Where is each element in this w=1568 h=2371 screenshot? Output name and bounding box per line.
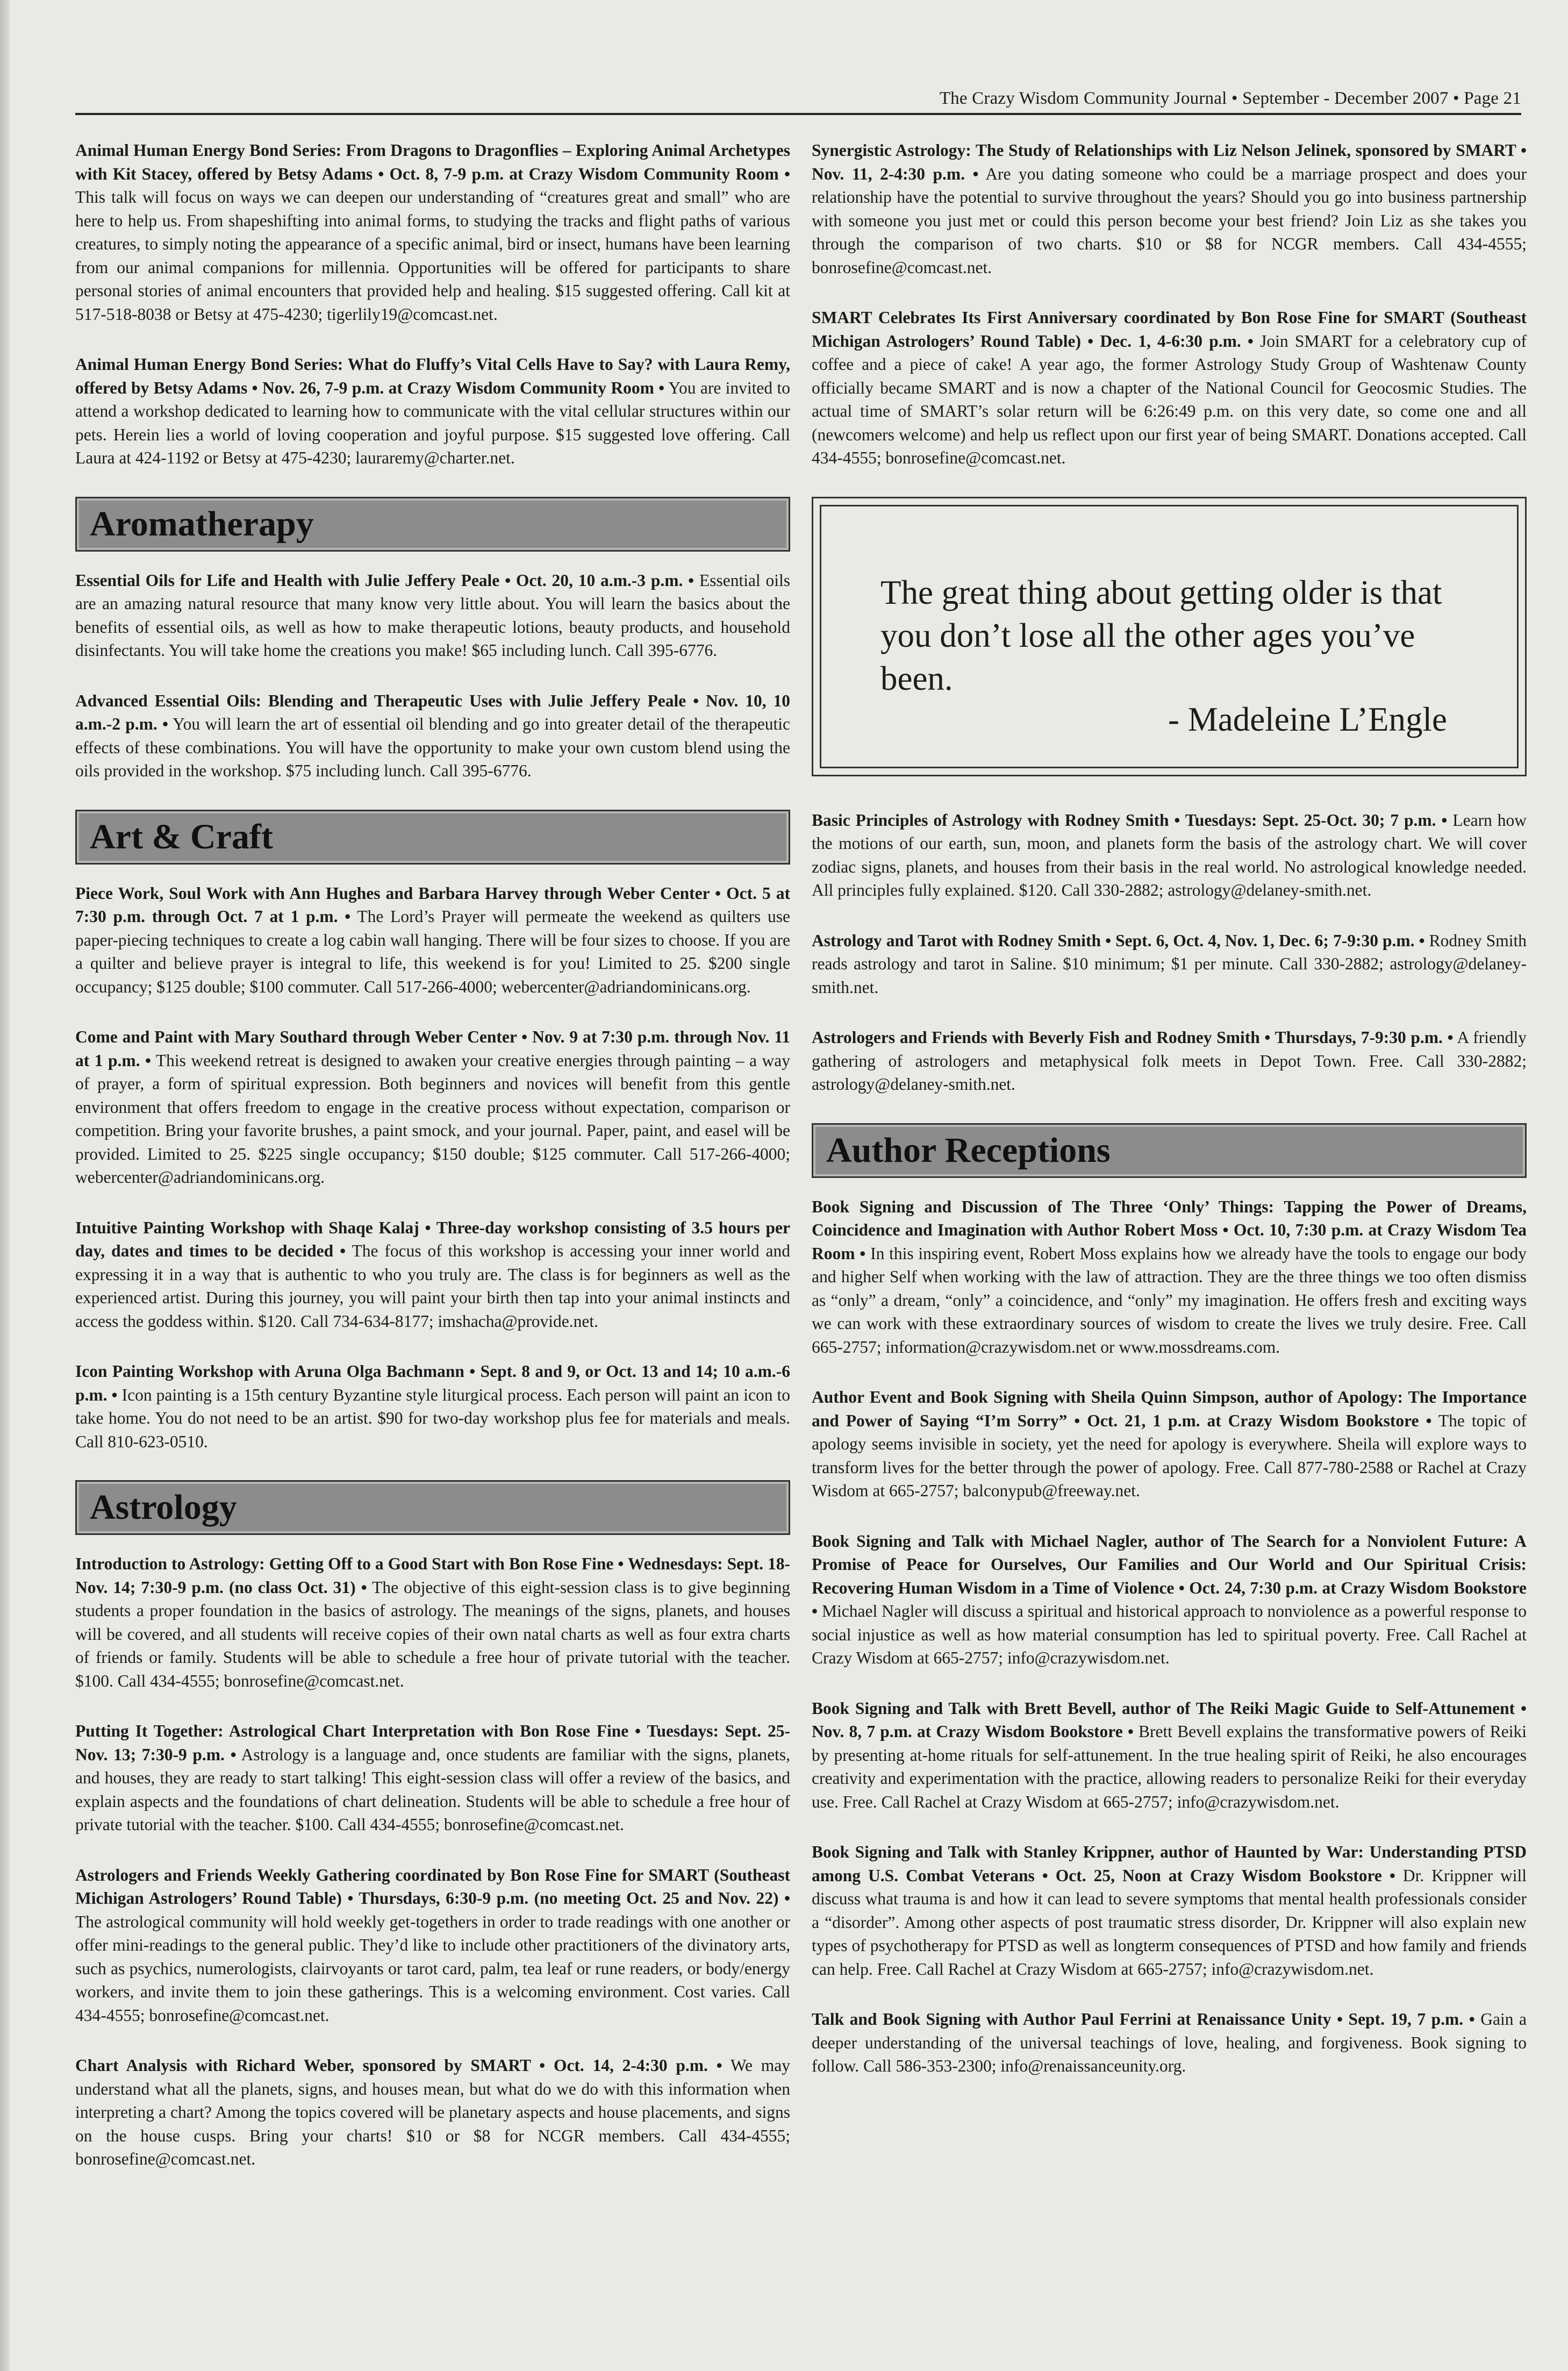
listing-body: Join SMART for a celebratory cup of coffee and a piece of cake! A year ago, the former Astrology Study Group of Washtenaw County officially became SMART and is now a chapter of the National Council for Geocosmic Studies. The actual time of SMART’s solar return will be 6:26:49 p.m. on this very date, so come one and all (newcomers welcome) and help us reflect upon our first year of being SMART. Donations accepted. Call 434-4555; bonrosefine@comcast.net. bbox=[812, 331, 1527, 467]
listing-entry bbox=[812, 809, 1527, 902]
listing-heading: Animal Human Energy Bond Series: From Dragons to Dragonflies – Exploring Animal Archetypes with Kit Stacey, offered by Betsy Adams • Oct. 8, 7-9 p.m. at Crazy Wisdom Community Room • bbox=[75, 141, 790, 183]
listing-heading: Introduction to Astrology: Getting Off to a Good Start with Bon Rose Fine • Wednesdays: Sept. 18-Nov. 14; 7:30-9 p.m. (no class Oct. 31) • bbox=[75, 1554, 790, 1597]
listing-heading: Book Signing and Talk with Stanley Krippner, author of Haunted by War: Understanding PTSD among U.S. Combat Veterans • Oct. 25, Noon at Crazy Wisdom Bookstore • bbox=[812, 1842, 1527, 1885]
page-header bbox=[75, 86, 1521, 115]
listing-heading: Talk and Book Signing with Author Paul Ferrini at Renaissance Unity • Sept. 19, 7 p.m. • bbox=[812, 2010, 1475, 2029]
listing-heading: Book Signing and Talk with Brett Bevell, author of The Reiki Magic Guide to Self-Attunement • Nov. 8, 7 p.m. at Crazy Wisdom Bookstore • bbox=[812, 1698, 1527, 1741]
listing-body: You are invited to attend a workshop dedicated to learning how to communicate with the vital cellular structures within our pets. Herein lies a world of loving cooperation and joyful purpose. $15 suggested love offering. Call Laura at 424-1192 or Betsy at 475-4230; lauraremy@charter.net. bbox=[75, 378, 790, 467]
listing-entry bbox=[812, 1530, 1527, 1670]
listing-entry bbox=[75, 882, 790, 999]
listing-entry bbox=[812, 1026, 1527, 1096]
listing-heading: Chart Analysis with Richard Weber, sponsored by SMART • Oct. 14, 2-4:30 p.m. • bbox=[75, 2056, 722, 2075]
listing-body: Gain a deeper understanding of the universal teachings of love, healing, and forgiveness. Book signing to follow. Call 586-353-2300; info@renaissanceunity.org. bbox=[812, 2010, 1527, 2075]
listing-heading: Synergistic Astrology: The Study of Relationships with Liz Nelson Jelinek, sponsored by SMART • Nov. 11, 2-4:30 p.m. • bbox=[812, 141, 1527, 183]
listing-heading: Basic Principles of Astrology with Rodney Smith • Tuesdays: Sept. 25-Oct. 30; 7 p.m. • bbox=[812, 810, 1448, 830]
section-banner-astrology bbox=[75, 1480, 790, 1535]
listing-heading: Essential Oils for Life and Health with Julie Jeffery Peale • Oct. 20, 10 a.m.-3 p.m. • bbox=[75, 570, 694, 590]
listing-entry bbox=[75, 1719, 790, 1837]
listing-body: You will learn the art of essential oil blending and go into greater detail of the therapeutic effects of these combinations. You will have the opportunity to make your own custom blend using the oils provided in the workshop. $75 including lunch. Call 395-6776. bbox=[75, 715, 790, 780]
quote-box bbox=[812, 497, 1527, 776]
listing-body: Rodney Smith reads astrology and tarot in Saline. $10 minimum; $1 per minute. Call 330-2882; astrology@delaney-smith.net. bbox=[812, 931, 1527, 997]
listing-heading: Author Event and Book Signing with Sheila Quinn Simpson, author of Apology: The Importance and Power of Saying “I’m Sorry” • Oct. 21, 1 p.m. at Crazy Wisdom Bookstore • bbox=[812, 1388, 1527, 1430]
listing-entry bbox=[75, 569, 790, 662]
listing-heading: Putting It Together: Astrological Chart Interpretation with Bon Rose Fine • Tuesdays: Sept. 25-Nov. 13; 7:30-9 p.m. • bbox=[75, 1722, 790, 1764]
listing-body: Essential oils are an amazing natural resource that many know very little about. You will learn the basics about the benefits of essential oils, as well as how to make therapeutic lotions, beauty products, and household disinfectants. You will take home the creations you make! $65 including lunch. Call 395-6776. bbox=[75, 570, 790, 660]
listing-body: This weekend retreat is designed to awaken your creative energies through painting – a way of prayer, a form of spiritual expression. Both beginners and novices will benefit from this gentle environment that offers freedom to engage in the creative process without expectation, comparison or competition. Bring your favorite brushes, a paint smock, and your journal. Paper, paint, and easel will be provided. Limited to 25. $225 single occupancy; $150 double; $125 commuter. Call 517-266-4000; webercenter@adriandominicans.org. bbox=[75, 1051, 791, 1187]
listing-entry bbox=[75, 1360, 790, 1453]
listing-heading: Astrologers and Friends with Beverly Fish and Rodney Smith • Thursdays, 7-9:30 p.m. • bbox=[812, 1028, 1454, 1047]
listing-body: Dr. Krippner will discuss what trauma is and how it can lead to severe symptoms that mental health professionals consider a “disorder”. Among other aspects of post traumatic stress disorder, Dr. Krippner will also explain new types of psychotherapy for PTSD as well as longterm consequences of PTSD and how family and friends can help. Free. Call Rachel at Crazy Wisdom at 665-2757; info@crazywisdom.net. bbox=[812, 1866, 1527, 1979]
listing-entry bbox=[75, 2054, 790, 2171]
listing-heading: Book Signing and Talk with Michael Nagler, author of The Search for a Nonviolent Future: A Promise of Peace for Ourselves, Our Families and Our World and Our Spiritual Crisis: Recovering Human Wisdom in a Time of Violence • Oct. 24, 7:30 p.m. at Crazy Wisdom Bookstore • bbox=[812, 1531, 1527, 1620]
listing-entry bbox=[812, 929, 1527, 999]
listing-heading: Book Signing and Discussion of The Three ‘Only’ Things: Tapping the Power of Dreams, Coincidence and Imagination with Author Robert Moss • Oct. 10, 7:30 p.m. at Crazy Wisdom Tea Room • bbox=[812, 1197, 1527, 1263]
listing-body: The focus of this workshop is accessing your inner world and expressing it in a way that is authentic to who you truly are. The class is for beginners as well as the experienced artist. During this journey, you will paint your birth then tap into your animal instincts and access the goddess within. $120. Call 734-634-8177; imshacha@provide.net. bbox=[75, 1241, 790, 1331]
listing-body: The objective of this eight-session class is to give beginning students a proper foundation in the basics of astrology. The meanings of the signs, planets, and houses will be covered, and all students will receive copies of their own natal charts as well as four extra charts of friends or family. Students will be able to schedule a free hour of private tutorial with the teacher. $100. Call 434-4555; bonrosefine@comcast.net. bbox=[75, 1577, 790, 1690]
quote-frame bbox=[820, 505, 1519, 768]
listing-heading: Piece Work, Soul Work with Ann Hughes and Barbara Harvey through Weber Center • Oct. 5 at 7:30 p.m. through Oct. 7 at 1 p.m. • bbox=[75, 883, 790, 926]
listing-entry bbox=[75, 1216, 790, 1333]
listing-entry bbox=[75, 353, 790, 470]
section-title: Astrology bbox=[90, 1488, 237, 1527]
right-column bbox=[812, 139, 1527, 2105]
running-header: The Crazy Wisdom Community Journal • September - December 2007 • Page 21 bbox=[939, 89, 1521, 108]
listing-body: Icon painting is a 15th century Byzantine style liturgical process. Each person will paint an icon to take home. You do not need to be an artist. $90 for two-day workshop plus fee for materials and meals. Call 810-623-0510. bbox=[75, 1385, 790, 1451]
listing-body: The astrological community will hold weekly get-togethers in order to trade readings with one another or offer mini-readings to the general public. They’d like to include other practitioners of the divinatory arts, such as psychics, numerologists, clairvoyants or tarot card, palm, tea leaf or rune readers, or body/energy workers, and invite them to join these gatherings. This is a welcoming environment. Cost varies. Call 434-4555; bonrosefine@comcast.net. bbox=[75, 1912, 790, 2025]
listing-entry bbox=[75, 689, 790, 783]
listing-entry bbox=[812, 306, 1527, 470]
left-column bbox=[75, 139, 790, 2198]
listing-body: Astrology is a language and, once students are familiar with the signs, planets, and houses, they are ready to start talking! This eight-session class will offer a review of the basics, and explain aspects and the foundations of chart delineation. Students will be able to schedule a free hour of private tutorial with the teacher. $100. Call 434-4555; bonrosefine@comcast.net. bbox=[75, 1745, 790, 1834]
section-banner-author-receptions bbox=[812, 1123, 1527, 1178]
listing-body: Learn how the motions of our earth, sun, moon, and planets form the basis of the astrology chart. We will cover zodiac signs, planets, and houses from their basis in the real world. No astrological knowledge needed. All principles fully explained. $120. Call 330-2882; astrology@delaney-smith.net. bbox=[812, 810, 1527, 899]
section-title: Author Receptions bbox=[826, 1130, 1111, 1170]
page-binding-edge bbox=[0, 0, 10, 2371]
listing-heading: Come and Paint with Mary Southard through Weber Center • Nov. 9 at 7:30 p.m. through Nov. 11 at 1 p.m. • bbox=[75, 1027, 790, 1070]
listing-entry bbox=[812, 1840, 1527, 1981]
section-title: Art & Craft bbox=[90, 817, 273, 856]
listing-body: In this inspiring event, Robert Moss explains how we already have the tools to engage our body and higher Self when working with the law of attraction. They are the three things we too often dismiss as “only” a dream, “only” a coincidence, and “only” my imagination. He offers fresh and exciting ways we can work with these extraordinary sources of wisdom to create the lives we truly desire. Free. Call 665-2757; information@crazywisdom.net or www.mossdreams.com. bbox=[812, 1244, 1527, 1356]
listing-body: This talk will focus on ways we can deepen our understanding of “creatures great and small” who are here to help us. From shapeshifting into animal forms, to studying the tracks and flight paths of various creatures, to simply noting the appearance of a specific animal, bird or insect, humans have been learning from our animal companions for millennia. Opportunities will be offered for participants to share personal stories of animal encounters that provided help and healing. $15 suggested offering. Call kit at 517-518-8038 or Betsy at 475-4230; tigerlily19@comcast.net. bbox=[75, 188, 790, 324]
listing-entry bbox=[75, 1552, 790, 1692]
listing-heading: Animal Human Energy Bond Series: What do Fluffy’s Vital Cells Have to Say? with Laura Remy, offered by Betsy Adams • Nov. 26, 7-9 p.m. at Crazy Wisdom Community Room • bbox=[75, 355, 790, 397]
listing-heading: Astrology and Tarot with Rodney Smith • Sept. 6, Oct. 4, Nov. 1, Dec. 6; 7-9:30 p.m. • bbox=[812, 931, 1425, 950]
listing-body: Brett Bevell explains the transformative powers of Reiki by presenting at-home rituals for self-attunement. In the true healing spirit of Reiki, he also encourages creativity and experimentation with the practice, allowing readers to personalize Reiki for their everyday use. Free. Call Rachel at Crazy Wisdom at 665-2757; info@crazywisdom.net. bbox=[812, 1722, 1527, 1811]
listing-heading: Icon Painting Workshop with Aruna Olga Bachmann • Sept. 8 and 9, or Oct. 13 and 14; 10 a.m.-6 p.m. • bbox=[75, 1362, 790, 1404]
listing-entry bbox=[75, 139, 790, 326]
listing-body: A friendly gathering of astrologers and metaphysical folk meets in Depot Town. Free. Call 330-2882; astrology@delaney-smith.net. bbox=[812, 1028, 1527, 1094]
listing-heading: Intuitive Painting Workshop with Shaqe Kalaj • Three-day workshop consisting of 3.5 hours per day, dates and times to be decided • bbox=[75, 1218, 790, 1260]
quote-author: - Madeleine L’Engle bbox=[1168, 700, 1447, 738]
section-title: Aromatherapy bbox=[90, 504, 314, 544]
listing-heading: Advanced Essential Oils: Blending and Therapeutic Uses with Julie Jeffery Peale • Nov. 10, 10 a.m.-2 p.m. • bbox=[75, 691, 790, 733]
listing-body: Are you dating someone who could be a marriage prospect and does your relationship have the potential to survive throughout the years? Should you go into business partnership with someone you just met or could this person become your best friend? Join Liz as she takes you through the comparison of two charts. $10 or $8 for NCGR members. Call 434-4555; bonrosefine@comcast.net. bbox=[812, 164, 1527, 277]
listing-body: The Lord’s Prayer will permeate the weekend as quilters use paper-piecing techniques to create a log cabin wall hanging. There will be four sizes to choose. If you are a quilter and believe prayer is integral to life, this weekend is for you! Limited to 25. $200 single occupancy; $125 double; $100 commuter. Call 517-266-4000; webercenter@adriandominicans.org. bbox=[75, 907, 790, 996]
listing-heading: SMART Celebrates Its First Anniversary coordinated by Bon Rose Fine for SMART (Southeast Michigan Astrologers’ Round Table) • Dec. 1, 4-6:30 p.m. • bbox=[812, 308, 1527, 351]
listing-entry bbox=[812, 2008, 1527, 2078]
listing-body: The topic of apology seems invisible in society, yet the need for apology is everywhere. Sheila will explore ways to transform lives for the better through the power of apology. Free. Call 877-780-2588 or Rachel at Crazy Wisdom at 665-2757; balconypub@freeway.net. bbox=[812, 1411, 1527, 1500]
listing-entry bbox=[812, 1195, 1527, 1359]
listing-entry bbox=[75, 1863, 790, 2027]
section-banner-art-craft bbox=[75, 810, 790, 865]
listing-body: We may understand what all the planets, signs, and houses mean, but what do we do with this information when interpreting a chart? Among the topics covered will be planetary aspects and house placements, and signs on the house cusps. Bring your charts! $10 or $8 for NCGR members. Call 434-4555; bonrosefine@comcast.net. bbox=[75, 2056, 790, 2168]
section-banner-aromatherapy bbox=[75, 497, 790, 552]
listing-entry bbox=[812, 1386, 1527, 1503]
listing-entry bbox=[75, 1025, 790, 1189]
listing-body: Michael Nagler will discuss a spiritual and historical approach to nonviolence as a powerful response to social injustice as well as how material consumption has led to spiritual poverty. Free. Call Rachel at Crazy Wisdom at 665-2757; info@crazywisdom.net. bbox=[812, 1602, 1527, 1667]
listing-entry bbox=[812, 1697, 1527, 1814]
listing-entry bbox=[812, 139, 1527, 279]
quote-text: The great thing about getting older is that you don’t lose all the other ages you’ve been. bbox=[880, 573, 1442, 697]
listing-heading: Astrologers and Friends Weekly Gathering coordinated by Bon Rose Fine for SMART (Southeast Michigan Astrologers’ Round Table) • Thursdays, 6:30-9 p.m. (no meeting Oct. 25 and Nov. 22) • bbox=[75, 1865, 790, 1908]
